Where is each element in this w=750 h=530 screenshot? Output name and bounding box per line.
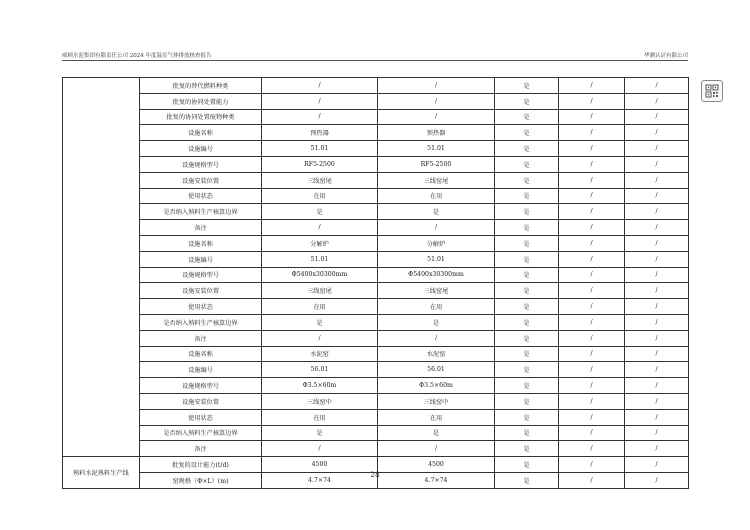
table-row — [63, 78, 689, 94]
row-label-cell: 批复的协同处置废物种类 — [140, 109, 262, 125]
table-cell: 是 — [378, 425, 495, 441]
table-cell: / — [262, 330, 378, 346]
table-cell: Φ5400x30300mm — [378, 267, 495, 283]
row-label-cell: 备注 — [140, 441, 262, 457]
table-cell: 51.01 — [378, 251, 495, 267]
table-cell: / — [625, 425, 689, 441]
table-cell: / — [625, 330, 689, 346]
table-cell: Φ3.5×60m — [378, 378, 495, 394]
table-cell: 是 — [495, 393, 559, 409]
table-cell: 三线窑尾 — [262, 283, 378, 299]
row-label-cell: 设施编号 — [140, 362, 262, 378]
row-label-cell: 设施编号 — [140, 141, 262, 157]
table-cell: RF5-2500 — [262, 156, 378, 172]
table-cell: / — [262, 220, 378, 236]
table-cell: 4500 — [378, 457, 495, 473]
table-cell: 是 — [262, 425, 378, 441]
table-cell: / — [625, 141, 689, 157]
table-row — [63, 220, 689, 236]
table-cell: / — [559, 409, 625, 425]
row-label-cell: 是否纳入熟料生产核算边界 — [140, 314, 262, 330]
table-cell: 分解炉 — [378, 235, 495, 251]
table-cell: / — [559, 346, 625, 362]
header-left-title: 威顿水泥集团有限责任公司 2024 年度温室气体排放核查报告 — [62, 53, 212, 59]
table-row — [63, 109, 689, 125]
table-cell: / — [625, 457, 689, 473]
table-cell: / — [559, 330, 625, 346]
table-cell: / — [559, 393, 625, 409]
table-cell: 是 — [495, 346, 559, 362]
qr-code-icon[interactable] — [701, 80, 723, 102]
table-cell: / — [559, 425, 625, 441]
table-cell: 是 — [262, 204, 378, 220]
table-cell: / — [559, 283, 625, 299]
table-row — [63, 141, 689, 157]
table-row — [63, 314, 689, 330]
table-cell: / — [625, 472, 689, 488]
table-cell: / — [625, 251, 689, 267]
table-cell: / — [559, 141, 625, 157]
table-cell: 在用 — [262, 299, 378, 315]
table-cell: 是 — [495, 172, 559, 188]
table-cell: RF5-2500 — [378, 156, 495, 172]
table-cell: 是 — [495, 441, 559, 457]
table-cell: 三线窑尾 — [262, 172, 378, 188]
table-cell: / — [559, 172, 625, 188]
table-cell: 在用 — [378, 188, 495, 204]
table-cell: 是 — [378, 204, 495, 220]
header-right-company: 华测认证有限公司 — [643, 53, 688, 59]
table-cell: 是 — [495, 188, 559, 204]
page-number: 28 — [370, 470, 380, 479]
table-cell: / — [262, 78, 378, 94]
row-label-cell: 是否纳入熟料生产核算边界 — [140, 425, 262, 441]
row-label-cell: 使用状态 — [140, 409, 262, 425]
row-label-cell: 备注 — [140, 220, 262, 236]
table-cell: / — [625, 441, 689, 457]
row-label-cell: 设施安装位置 — [140, 393, 262, 409]
table-cell: / — [559, 235, 625, 251]
row-label-cell: 设施编号 — [140, 251, 262, 267]
table-row — [63, 409, 689, 425]
table-cell: / — [262, 93, 378, 109]
table-cell: / — [625, 109, 689, 125]
table-cell: / — [559, 267, 625, 283]
table-cell: 是 — [495, 141, 559, 157]
row-label-cell: 使用状态 — [140, 188, 262, 204]
table-cell: 是 — [495, 220, 559, 236]
table-cell: 是 — [495, 409, 559, 425]
table-cell: / — [625, 267, 689, 283]
table-cell: 51.01 — [378, 141, 495, 157]
table-cell: / — [625, 188, 689, 204]
table-cell: 三线窑中 — [378, 393, 495, 409]
table-cell: / — [625, 235, 689, 251]
table-cell: / — [559, 314, 625, 330]
table-cell: 是 — [495, 156, 559, 172]
table-cell: 是 — [495, 78, 559, 94]
table-cell: 预热器 — [378, 125, 495, 141]
table-cell: / — [378, 220, 495, 236]
table-cell: / — [625, 125, 689, 141]
table-cell: 是 — [495, 235, 559, 251]
table-cell: 在用 — [378, 299, 495, 315]
table-cell: 水泥窑 — [262, 346, 378, 362]
table-cell: / — [262, 109, 378, 125]
table-cell: 是 — [378, 314, 495, 330]
table-cell: 56.01 — [378, 362, 495, 378]
table-cell: 水泥窑 — [378, 346, 495, 362]
table-cell: 51.01 — [262, 141, 378, 157]
table-row — [63, 362, 689, 378]
table-cell: 在用 — [378, 409, 495, 425]
table-cell: 是 — [495, 330, 559, 346]
table-cell: 在用 — [262, 409, 378, 425]
table-row — [63, 125, 689, 141]
table-cell: / — [625, 378, 689, 394]
table-cell: 4.7×74 — [262, 472, 378, 488]
row-label-cell: 批复的替代燃料种类 — [140, 78, 262, 94]
table-cell: / — [625, 78, 689, 94]
table-cell: / — [625, 220, 689, 236]
verification-table — [62, 77, 689, 489]
table-cell: 是 — [495, 125, 559, 141]
row-label-cell: 是否纳入熟料生产核算边界 — [140, 204, 262, 220]
table-cell: 分解炉 — [262, 235, 378, 251]
row-label-cell: 设施名称 — [140, 235, 262, 251]
table-cell: / — [559, 78, 625, 94]
table-cell: / — [559, 251, 625, 267]
table-row — [63, 346, 689, 362]
table-row — [63, 172, 689, 188]
table-row — [63, 188, 689, 204]
table-row — [63, 330, 689, 346]
table-cell: / — [625, 204, 689, 220]
category-cell-empty — [63, 78, 140, 457]
table-cell: / — [625, 314, 689, 330]
table-cell: / — [378, 109, 495, 125]
row-label-cell: 设施名称 — [140, 125, 262, 141]
table-cell: 是 — [495, 472, 559, 488]
table-cell: / — [262, 441, 378, 457]
table-cell: / — [559, 109, 625, 125]
table-cell: / — [559, 204, 625, 220]
table-cell: 是 — [495, 425, 559, 441]
table-cell: 是 — [495, 314, 559, 330]
table-row — [63, 441, 689, 457]
table-cell: / — [559, 441, 625, 457]
table-cell: / — [625, 362, 689, 378]
table-cell: / — [378, 78, 495, 94]
table-row — [63, 251, 689, 267]
row-label-cell: 设施安装位置 — [140, 283, 262, 299]
table-cell: 4.7×74 — [378, 472, 495, 488]
table-row — [63, 204, 689, 220]
row-label-cell: 使用状态 — [140, 299, 262, 315]
table-cell: 是 — [495, 299, 559, 315]
table-cell: / — [378, 330, 495, 346]
table-row — [63, 425, 689, 441]
page-header — [62, 50, 688, 61]
table-cell: / — [378, 93, 495, 109]
row-label-cell: 备注 — [140, 330, 262, 346]
table-row — [63, 93, 689, 109]
row-label-cell: 设施规格型号 — [140, 267, 262, 283]
table-cell: 是 — [495, 283, 559, 299]
row-label-cell: 窑规格（Φ×L）(m) — [140, 472, 262, 488]
table-row — [63, 267, 689, 283]
table-cell: 预热器 — [262, 125, 378, 141]
row-label-cell: 设施安装位置 — [140, 172, 262, 188]
table-cell: 在用 — [262, 188, 378, 204]
table-cell: / — [559, 125, 625, 141]
table-cell: / — [625, 156, 689, 172]
table-cell: / — [625, 283, 689, 299]
table-cell: 51.01 — [262, 251, 378, 267]
table-cell: 是 — [495, 378, 559, 394]
row-label-cell: 批复的协同处置能力 — [140, 93, 262, 109]
table-row — [63, 283, 689, 299]
table-cell: Φ5400x30300mm — [262, 267, 378, 283]
row-label-cell: 设施规格型号 — [140, 156, 262, 172]
table-cell: 56.01 — [262, 362, 378, 378]
table-cell: 是 — [495, 251, 559, 267]
table-row — [63, 156, 689, 172]
table-row — [63, 235, 689, 251]
row-label-cell: 设施名称 — [140, 346, 262, 362]
table-cell: / — [559, 362, 625, 378]
table-cell: 三线窑尾 — [378, 283, 495, 299]
table-cell: / — [559, 457, 625, 473]
table-cell: / — [559, 188, 625, 204]
table-cell: / — [559, 299, 625, 315]
table-cell: / — [378, 441, 495, 457]
row-label-cell: 设施规格型号 — [140, 378, 262, 394]
table-cell: / — [625, 299, 689, 315]
table-cell: 是 — [495, 109, 559, 125]
table-cell: Φ3.5×60m — [262, 378, 378, 394]
table-cell: 是 — [495, 457, 559, 473]
table-cell: / — [559, 93, 625, 109]
table-cell: 是 — [495, 204, 559, 220]
category-cell: 熟料水泥熟料生产线 — [63, 457, 140, 489]
table-cell: / — [625, 346, 689, 362]
table-cell: 是 — [495, 362, 559, 378]
table-cell: 三线窑中 — [262, 393, 378, 409]
table-cell: / — [625, 409, 689, 425]
table-cell: / — [625, 172, 689, 188]
table-cell: / — [559, 472, 625, 488]
table-cell: 是 — [262, 314, 378, 330]
table-row — [63, 393, 689, 409]
table-row — [63, 378, 689, 394]
row-label-cell: 批复的设计能力(t/d) — [140, 457, 262, 473]
table-cell: 三线窑尾 — [378, 172, 495, 188]
table-cell: / — [625, 393, 689, 409]
table-cell: 是 — [495, 93, 559, 109]
table-cell: 4500 — [262, 457, 378, 473]
table-row — [63, 299, 689, 315]
table-cell: / — [559, 156, 625, 172]
table-cell: / — [625, 93, 689, 109]
table-cell: / — [559, 220, 625, 236]
table-cell: 是 — [495, 267, 559, 283]
table-cell: / — [559, 378, 625, 394]
